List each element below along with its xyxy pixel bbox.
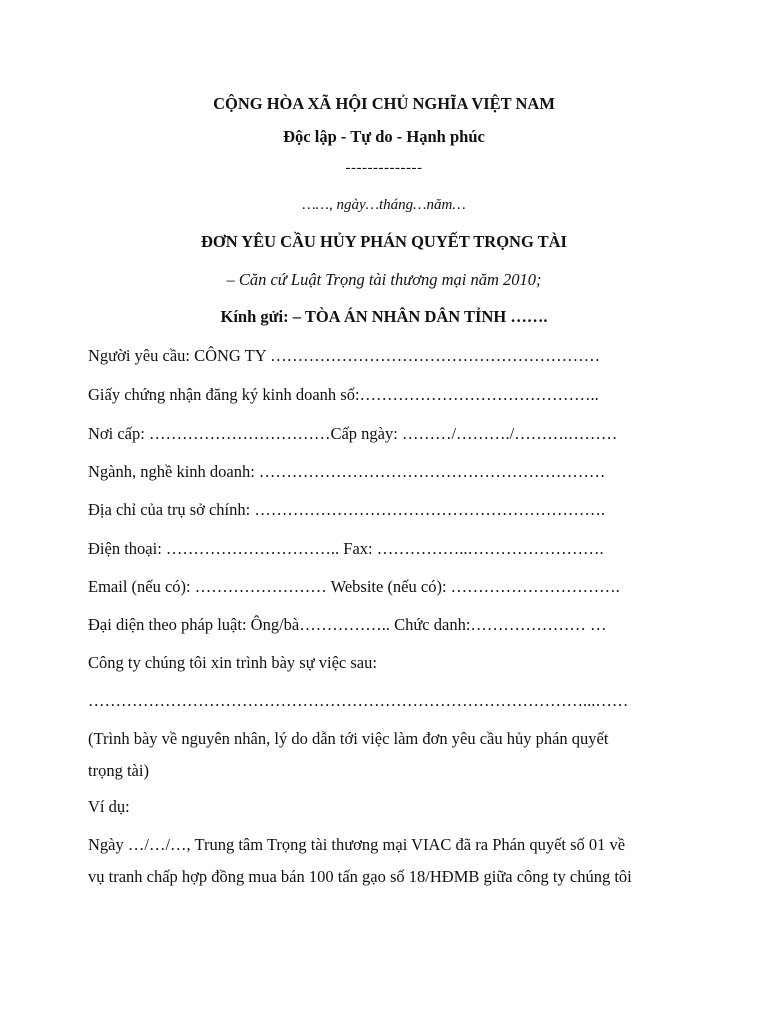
field-legal-representative: Đại diện theo pháp luật: Ông/bà…………….. Chức danh:………………… … [88,615,607,634]
nation-heading: CỘNG HÒA XÃ HỘI CHỦ NGHĨA VIỆT NAM [213,94,555,113]
field-requester: Người yêu cầu: CÔNG TY …………………………………………………… [88,346,601,365]
recipient-line [0,307,768,327]
example-line-2: vụ tranh chấp hợp đồng mua bán 100 tấn gạo số 18/HĐMB giữa công ty chúng tôi [88,867,632,886]
field-business-registration: Giấy chứng nhận đăng ký kinh doanh số:…………………………………….. [88,385,599,404]
note-line-2: trọng tài) [88,761,149,780]
statement-intro: Công ty chúng tôi xin trình bày sự việc sau: [88,653,377,672]
example-label: Ví dụ: [88,797,130,816]
example-line-1: Ngày …/…/…, Trung tâm Trọng tài thương mại VIAC đã ra Phán quyết số 01 về [88,835,626,854]
statement-blank: ………………………………………………………………………………...…… [88,691,629,710]
note-line-1: (Trình bày về nguyên nhân, lý do dẫn tới việc làm đơn yêu cầu hủy phán quyết [88,729,609,748]
field-phone-fax: Điện thoại: ………………………….. Fax: ……………..……………………. [88,539,604,558]
document-title: ĐƠN YÊU CẦU HỦY PHÁN QUYẾT TRỌNG TÀI [201,232,567,251]
motto-heading: Độc lập - Tự do - Hạnh phúc [283,127,485,146]
field-email-website: Email (nếu có): …………………… Website (nếu có): …………………………. [88,577,620,596]
field-business-line: Ngành, nghề kinh doanh: ……………………………………………………… [88,462,606,481]
recipient-label: Kính gửi: [220,307,289,326]
field-head-office-address: Địa chỉ của trụ sở chính: ………………………………………………………. [88,500,605,519]
field-issue-place-date: Nơi cấp: ……………………………Cấp ngày: ………/………./……….……… [88,424,618,443]
legal-basis: – Căn cứ Luật Trọng tài thương mại năm 2010; [226,270,542,289]
recipient-value: – TÒA ÁN NHÂN DÂN TỈNH ……. [292,307,548,326]
date-line: ……, ngày…tháng…năm… [302,197,466,213]
header-separator: -------------- [345,160,423,176]
